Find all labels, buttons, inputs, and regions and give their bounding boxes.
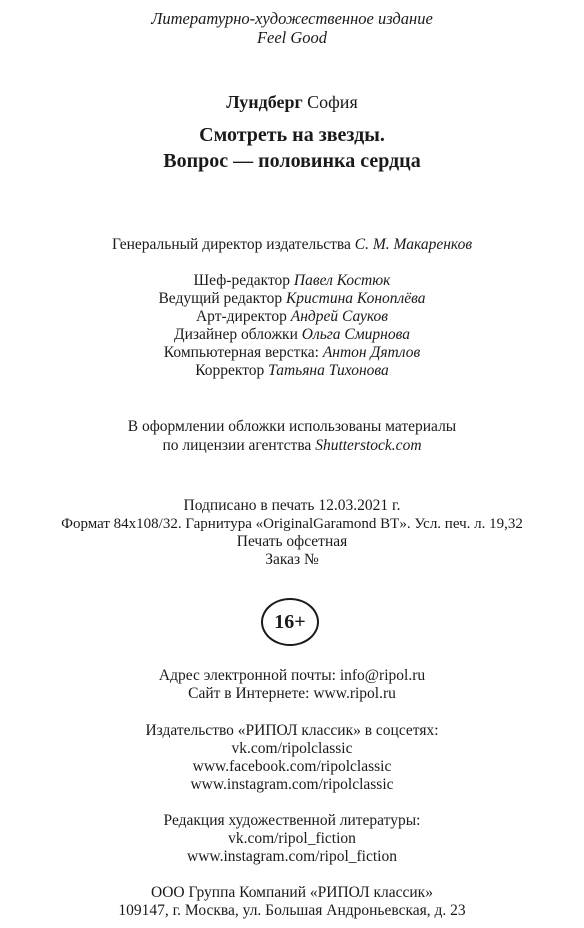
- staff-role: Арт-директор: [195, 308, 287, 325]
- staff-role: Ведущий редактор: [158, 290, 283, 307]
- image-source: Shutterstock.com: [315, 437, 422, 454]
- print-type: Печать офсетная: [236, 533, 348, 550]
- staff-credit: [0, 272, 584, 290]
- general-director: [0, 236, 584, 254]
- staff-name: Павел Костюк: [293, 272, 391, 289]
- director-label: Генеральный директор издательства: [111, 236, 351, 253]
- company-name: ООО Группа Компаний «РИПОЛ классик»: [151, 884, 433, 901]
- staff-role: Корректор: [195, 362, 265, 379]
- staff-name: Татьяна Тихонова: [268, 362, 389, 379]
- staff-role: Шеф-редактор: [193, 272, 291, 289]
- fiction-heading: Редакция художественной литературы:: [163, 812, 421, 829]
- cover-note-prefix: по лицензии агентства: [162, 437, 312, 454]
- social-link: vk.com/ripolclassic: [231, 740, 353, 757]
- order-number: Заказ №: [265, 551, 319, 568]
- print-signed-date: Подписано в печать 12.03.2021 г.: [183, 497, 401, 514]
- book-title-line-2: Вопрос — половинка сердца: [163, 150, 421, 172]
- author-last-name: Лундберг: [226, 92, 303, 112]
- social-heading: Издательство «РИПОЛ классик» в соцсетях:: [145, 722, 439, 739]
- series-name: Feel Good: [256, 28, 328, 47]
- author-first-name: София: [307, 92, 358, 112]
- staff-credit: [0, 344, 584, 362]
- staff-credit: [0, 326, 584, 344]
- staff-role: Дизайнер обложки: [174, 326, 298, 343]
- contact-website: Сайт в Интернете: www.ripol.ru: [188, 685, 396, 702]
- book-title-line-1: Смотреть на звезды.: [199, 124, 385, 146]
- contact-email: Адрес электронной почты: info@ripol.ru: [158, 667, 426, 684]
- staff-name: Кристина Коноплёва: [285, 290, 426, 307]
- staff-name: Антон Дятлов: [322, 344, 421, 361]
- series-label: Литературно-художественное издание: [151, 9, 433, 28]
- age-rating-badge: 16+: [261, 598, 319, 646]
- cover-note-line-2: [0, 437, 584, 455]
- staff-role: Компьютерная верстка:: [163, 344, 319, 361]
- company-address: 109147, г. Москва, ул. Большая Андроньевская, д. 23: [118, 902, 466, 919]
- staff-name: Ольга Смирнова: [301, 326, 410, 343]
- staff-credit: [0, 290, 584, 308]
- staff-credit: [0, 308, 584, 326]
- social-link: www.instagram.com/ripolclassic: [190, 776, 394, 793]
- social-link: www.facebook.com/ripolclassic: [192, 758, 392, 775]
- fiction-link: www.instagram.com/ripol_fiction: [187, 848, 397, 865]
- staff-credit: [0, 362, 584, 380]
- staff-name: Андрей Сауков: [290, 308, 389, 325]
- author-name: [0, 91, 584, 113]
- fiction-link: vk.com/ripol_fiction: [228, 830, 356, 847]
- cover-note-line-1: В оформлении обложки использованы материалы: [127, 418, 457, 435]
- director-name: С. М. Макаренков: [354, 236, 473, 253]
- print-format: Формат 84x108/32. Гарнитура «OriginalGaramond BT». Усл. печ. л. 19,32: [61, 516, 523, 532]
